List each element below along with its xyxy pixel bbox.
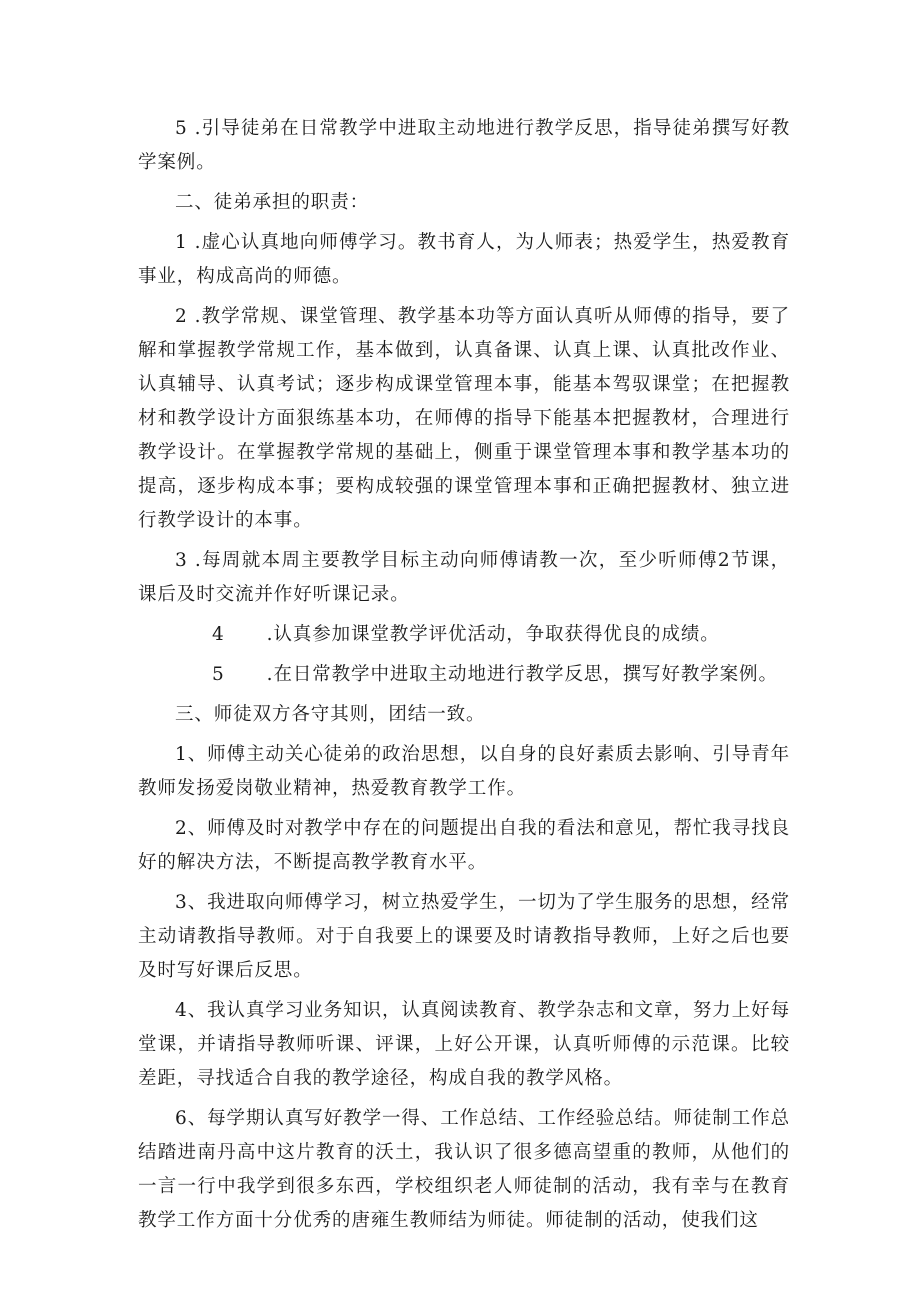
paragraph-rule-6: 6、每学期认真写好教学一得、工作总结、工作经验总结。师徒制工作总结踏进南丹高中这片教育的沃土，我认识了很多德高望重的教师，从他们的一言一行中我学到很多东西，学校组织老人师徒制的活动，我有幸与在教育教学工作方面十分优秀的唐雍生教师结为师徒。师徒制的活动，使我们这: [138, 1108, 790, 1231]
paragraph-apprentice-duty-5: [138, 658, 790, 692]
section-heading-mutual-rules: 三、师徒双方各守其则，团结一致。: [175, 704, 486, 725]
paragraph-apprentice-duty-4: [138, 618, 790, 652]
paragraph-apprentice-duty-1: 1 .虚心认真地向师傅学习。教书育人，为人师表；热爱学生，热爱教育事业，构成高尚的师德。: [138, 232, 790, 287]
list-text: .认真参加课堂教学评优活动，争取获得优良的成绩。: [266, 624, 720, 645]
list-number: 4: [212, 624, 225, 645]
paragraph-rule-2: 2、师傅及时对教学中存在的问题提出自我的看法和意见，帮忙我寻找良好的解决方法，不断提高教学教育水平。: [138, 818, 790, 873]
paragraph-duty-5: 5 .引导徒弟在日常教学中进取主动地进行教学反思，指导徒弟撰写好教学案例。: [138, 118, 790, 173]
paragraph-rule-3: 3、我进取向师傅学习，树立热爱学生，一切为了学生服务的思想，经常主动请教指导教师。对于自我要上的课要及时请教指导教师，上好之后也要及时写好课后反思。: [138, 892, 790, 981]
section-heading-apprentice-duties: 二、徒弟承担的职责：: [175, 192, 370, 213]
paragraph-apprentice-duty-2: 2 .教学常规、课堂管理、教学基本功等方面认真听从师傅的指导，要了解和掌握教学常规工作，基本做到，认真备课、认真上课、认真批改作业、认真辅导、认真考试；逐步构成课堂管理本事，能基本驾驭课堂；在把握教材和教学设计方面狠练基本功，在师傅的指导下能基本把握教材，合理进行教学设计。在掌握教学常规的基础上，侧重于课堂管理本事和教学基本功的提高，逐步构成本事；要构成较强的课堂管理本事和正确把握教材、独立进行教学设计的本事。: [138, 306, 790, 531]
paragraph-rule-1: 1、师傅主动关心徒弟的政治思想，以自身的良好素质去影响、引导青年教师发扬爱岗敬业精神，热爱教育教学工作。: [138, 744, 790, 799]
document-body: [138, 112, 790, 1244]
list-text: .在日常教学中进取主动地进行教学反思，撰写好教学案例。: [266, 664, 778, 685]
paragraph-rule-4: 4、我认真学习业务知识，认真阅读教育、教学杂志和文章，努力上好每堂课，并请指导教师听课、评课，上好公开课，认真听师傅的示范课。比较差距，寻找适合自我的教学途径，构成自我的教学风格。: [138, 1000, 790, 1089]
list-number: 5: [212, 664, 225, 685]
paragraph-apprentice-duty-3: 3 .每周就本周主要教学目标主动向师傅请教一次，至少听师傅2节课，课后及时交流并作好听课记录。: [138, 550, 790, 605]
